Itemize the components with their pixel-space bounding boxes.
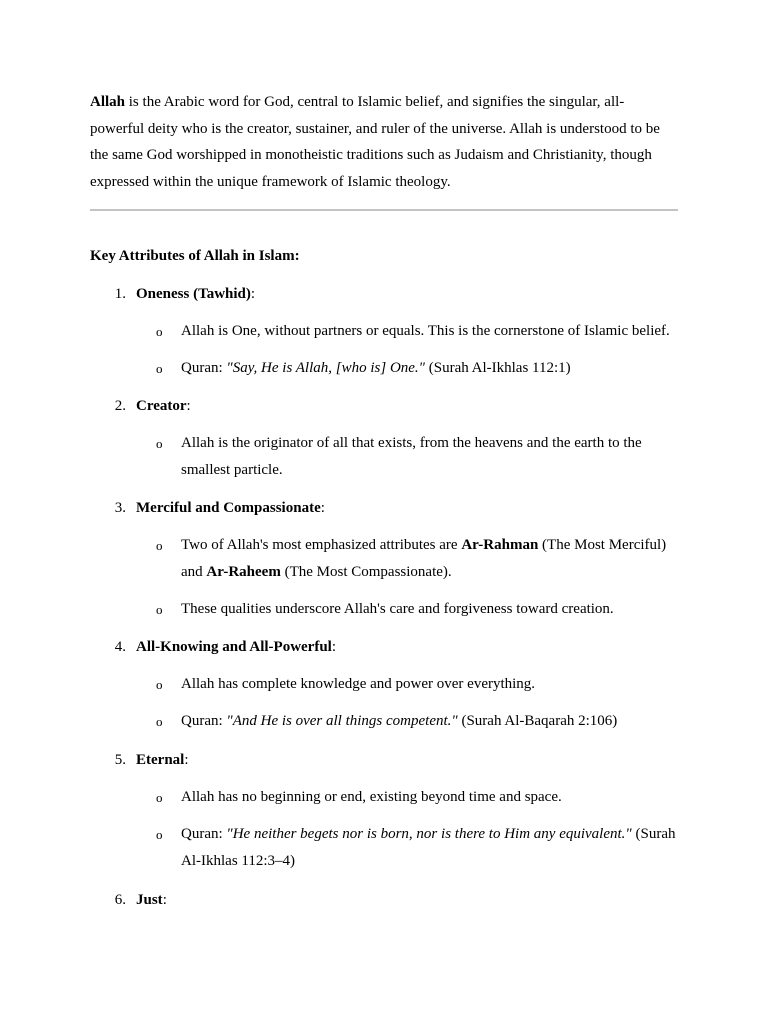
list-number: 4.	[114, 639, 126, 655]
bullet-marker: o	[156, 436, 163, 451]
bullet-text: Two of Allah's most emphasized attributes are Ar-Rahman (The Most Merciful) and Ar-Raheem (The Most Compassionate).	[181, 537, 667, 580]
list-number: 3.	[114, 500, 126, 516]
list-item-label: Just:	[136, 892, 167, 908]
bullet-marker: o	[156, 790, 163, 805]
list-number: 2.	[114, 398, 126, 414]
list-item-label: All-Knowing and All-Powerful:	[136, 639, 337, 655]
bullet-text: Allah is One, without partners or equals. This is the cornerstone of Islamic belief.	[181, 323, 670, 339]
bullet-text: Quran: "And He is over all things competent." (Surah Al-Baqarah 2:106)	[181, 713, 618, 729]
bullet-marker: o	[156, 602, 163, 617]
list-number: 6.	[114, 892, 126, 908]
quran-quote: "Say, He is Allah, [who is] One."	[226, 360, 425, 376]
list-number: 5.	[114, 752, 126, 768]
list-item-label: Creator:	[136, 398, 191, 414]
bullet-marker: o	[156, 361, 163, 376]
bullet-text: Quran: "Say, He is Allah, [who is] One." (Surah Al-Ikhlas 112:1)	[181, 360, 571, 376]
bullet-marker: o	[156, 714, 163, 729]
horizontal-divider	[90, 209, 678, 211]
quran-quote: "And He is over all things competent."	[226, 713, 458, 729]
list-item-label: Oneness (Tawhid):	[136, 286, 256, 302]
bullet-text: Allah has complete knowledge and power over everything.	[181, 676, 536, 692]
list-item-label: Eternal:	[136, 752, 189, 768]
bullet-marker: o	[156, 827, 163, 842]
bullet-text: These qualities underscore Allah's care and forgiveness toward creation.	[181, 601, 614, 617]
list-item-label: Merciful and Compassionate:	[136, 500, 325, 516]
document-page	[90, 89, 678, 908]
bullet-text: Allah is the originator of all that exists, from the heavens and the earth to the smallest particle.	[181, 435, 642, 478]
list-number: 1.	[114, 286, 126, 302]
bullet-marker: o	[156, 538, 163, 553]
bullet-marker: o	[156, 324, 163, 339]
intro-paragraph	[90, 89, 678, 195]
section-heading: Key Attributes of Allah in Islam:	[90, 248, 300, 264]
intro-lead: Allah	[90, 94, 126, 110]
quran-quote: "He neither begets nor is born, nor is there to Him any equivalent."	[226, 826, 632, 842]
intro-text: is the Arabic word for God, central to Islamic belief, and signifies the singular, all-powerful deity who is the creator, sustainer, and ruler of the universe. Allah is understood to be the same God worshipped in monotheistic traditions such as Judaism and Christianity, though expressed within the unique framework of Islamic theology.	[90, 94, 660, 190]
bullet-text: Allah has no beginning or end, existing beyond time and space.	[181, 789, 562, 805]
bullet-text: Quran: "He neither begets nor is born, nor is there to Him any equivalent." (Surah Al-Ikhlas 112:3–4)	[181, 826, 676, 869]
bullet-marker: o	[156, 677, 163, 692]
